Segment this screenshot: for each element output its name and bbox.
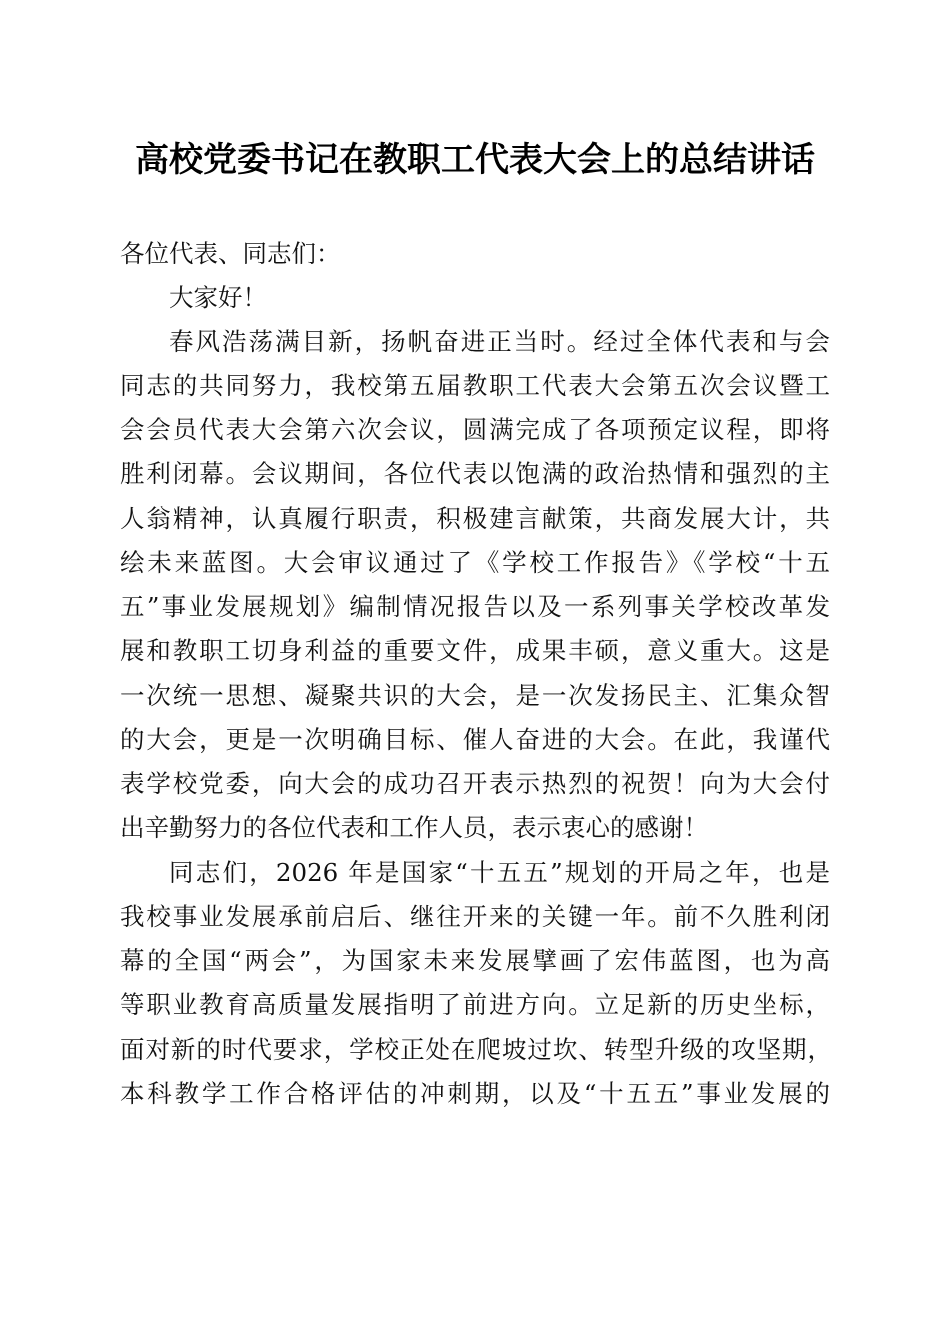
paragraph-line: 同志们，2026 年是国家“十五五”规划的开局之年，也是 (169, 858, 830, 887)
paragraph-line: 等职业教育高质量发展指明了前进方向。立足新的历史坐标， (120, 990, 830, 1019)
paragraph-line: 面对新的时代要求，学校正处在爬坡过坎、转型升级的攻坚期， (120, 1035, 832, 1064)
paragraph-line: 我校事业发展承前启后、继往开来的关键一年。前不久胜利闭 (120, 902, 830, 931)
paragraph-line: 展和教职工切身利益的重要文件，成果丰硕，意义重大。这是 (120, 636, 830, 665)
paragraph-line: 表学校党委，向大会的成功召开表示热烈的祝贺！向为大会付 (120, 769, 830, 798)
paragraph-line: 人翁精神，认真履行职责，积极建言献策，共商发展大计，共 (120, 504, 830, 533)
paragraph-line: 会会员代表大会第六次会议，圆满完成了各项预定议程，即将 (120, 415, 830, 444)
paragraph-line: 出辛勤努力的各位代表和工作人员，表示衷心的感谢！ (120, 813, 708, 842)
document-title: 高校党委书记在教职工代表大会上的总结讲话 (135, 140, 815, 180)
paragraph-line: 绘未来蓝图。大会审议通过了《学校工作报告》《学校“十五 (120, 548, 830, 577)
paragraph-line: 一次统一思想、凝聚共识的大会，是一次发扬民主、汇集众智 (120, 681, 830, 710)
paragraph-line: 胜利闭幕。会议期间，各位代表以饱满的政治热情和强烈的主 (120, 459, 830, 488)
paragraph-line: 同志的共同努力，我校第五届教职工代表大会第五次会议暨工 (120, 371, 830, 400)
paragraph-line: 五”事业发展规划》编制情况报告以及一系列事关学校改革发 (120, 592, 830, 621)
paragraph-line: 本科教学工作合格评估的冲刺期，以及“十五五”事业发展的 (120, 1079, 830, 1108)
salutation: 各位代表、同志们： (120, 239, 341, 268)
paragraph-line: 春风浩荡满目新，扬帆奋进正当时。经过全体代表和与会 (169, 327, 830, 356)
greeting: 大家好！ (169, 283, 267, 312)
paragraph-line: 幕的全国“两会”，为国家未来发展擘画了宏伟蓝图，也为高 (120, 946, 830, 975)
paragraph-line: 的大会，更是一次明确目标、催人奋进的大会。在此，我谨代 (120, 725, 830, 754)
